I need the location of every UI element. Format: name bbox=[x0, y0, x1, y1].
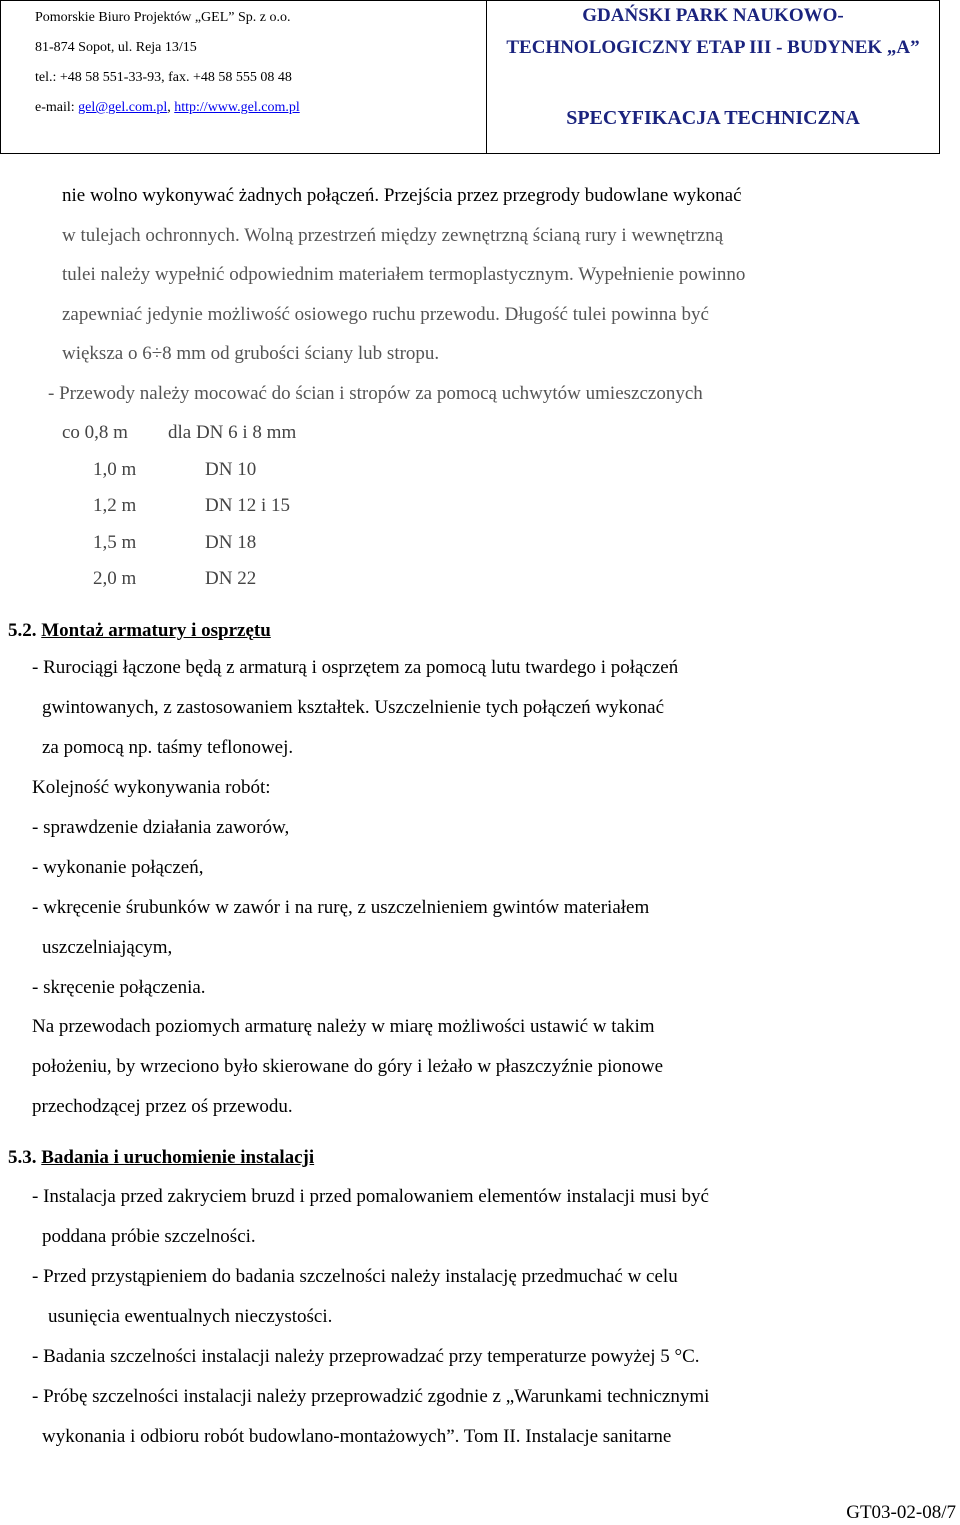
intro-line: - Przewody należy mocować do ścian i stropów za pomocą uchwytów umieszczonych bbox=[48, 383, 703, 404]
section-line: Kolejność wykonywania robót: bbox=[32, 777, 271, 798]
intro-line: w tulejach ochronnych. Wolną przestrzeń między zewnętrzną ścianą rury i wewnętrzną bbox=[62, 225, 724, 246]
section-title: Badania i uruchomienie instalacji bbox=[41, 1147, 315, 1168]
section-title: Montaż armatury i osprzętu bbox=[41, 620, 271, 641]
table-cell-pipe: DN 22 bbox=[205, 568, 257, 589]
section-heading bbox=[8, 620, 271, 642]
email-link[interactable]: gel@gel.com.pl bbox=[78, 100, 168, 115]
section-line: poddana próbie szczelności. bbox=[42, 1226, 256, 1247]
section-line: - sprawdzenie działania zaworów, bbox=[32, 817, 290, 838]
page-footer-code: GT03-02-08/7 bbox=[846, 1502, 956, 1523]
section-line: - Rurociągi łączone będą z armaturą i osprzętem za pomocą lutu twardego i połączeń bbox=[32, 657, 679, 678]
section-line: - Próbę szczelności instalacji należy przeprowadzić zgodnie z „Warunkami technicznymi bbox=[32, 1386, 710, 1407]
section-line: Na przewodach poziomych armaturę należy w miarę możliwości ustawić w takim bbox=[32, 1016, 655, 1037]
table-cell-pipe: DN 18 bbox=[205, 532, 257, 553]
section-line: - wykonanie połączeń, bbox=[32, 857, 204, 878]
section-heading bbox=[8, 1147, 314, 1169]
table-cell-distance: co 0,8 m bbox=[62, 422, 128, 443]
section-line: za pomocą np. taśmy teflonowej. bbox=[42, 737, 294, 758]
section-line: - Instalacja przed zakryciem bruzd i przed pomalowaniem elementów instalacji musi być bbox=[32, 1186, 709, 1207]
company-contact bbox=[35, 93, 486, 123]
section-line: - skręcenie połączenia. bbox=[32, 977, 206, 998]
section-line: - Przed przystąpieniem do badania szczelności należy instalację przedmuchać w celu bbox=[32, 1266, 678, 1287]
table-cell-distance: 1,2 m bbox=[93, 495, 137, 516]
company-address: 81-874 Sopot, ul. Reja 13/15 bbox=[35, 40, 197, 55]
company-phone: tel.: +48 58 551-33-93, fax. +48 58 555 08 48 bbox=[35, 70, 292, 85]
document-type: SPECYFIKACJA TECHNICZNA bbox=[566, 107, 860, 129]
table-cell-pipe: DN 10 bbox=[205, 459, 257, 480]
section-line: położeniu, by wrzeciono było skierowane do góry i leżało w płaszczyźnie pionowe bbox=[32, 1056, 664, 1077]
contact-separator: , bbox=[167, 100, 175, 115]
project-title-line1: GDAŃSKI PARK NAUKOWO- bbox=[582, 5, 844, 26]
table-cell-distance: 1,5 m bbox=[93, 532, 137, 553]
website-link[interactable]: http://www.gel.com.pl bbox=[174, 100, 300, 115]
section-line: uszczelniającym, bbox=[42, 937, 173, 958]
section-line: gwintowanych, z zastosowaniem kształtek. Uszczelnienie tych połączeń wykonać bbox=[42, 697, 665, 718]
table-cell-pipe: DN 12 i 15 bbox=[205, 495, 290, 516]
document-header bbox=[0, 0, 940, 154]
intro-line: większa o 6÷8 mm od grubości ściany lub stropu. bbox=[62, 343, 440, 364]
company-name: Pomorskie Biuro Projektów „GEL” Sp. z o.o. bbox=[35, 10, 291, 25]
section-line: - Badania szczelności instalacji należy przeprowadzać przy temperaturze powyżej 5 °C. bbox=[32, 1346, 700, 1367]
intro-line: tulei należy wypełnić odpowiednim materiałem termoplastycznym. Wypełnienie powinno bbox=[62, 264, 746, 285]
table-cell-distance: 2,0 m bbox=[93, 568, 137, 589]
email-prefix: e-mail: bbox=[35, 100, 79, 115]
table-cell-pipe: dla DN 6 i 8 mm bbox=[168, 422, 297, 443]
company-info bbox=[1, 1, 487, 153]
section-line: usunięcia ewentualnych nieczystości. bbox=[48, 1306, 333, 1327]
table-cell-distance: 1,0 m bbox=[93, 459, 137, 480]
section-line: - wkręcenie śrubunków w zawór i na rurę, z uszczelnieniem gwintów materiałem bbox=[32, 897, 650, 918]
intro-line: zapewniać jedynie możliwość osiowego ruchu przewodu. Długość tulei powinna być bbox=[62, 304, 709, 325]
intro-line: nie wolno wykonywać żadnych połączeń. Przejścia przez przegrody budowlane wykonać bbox=[62, 185, 742, 206]
section-number: 5.2. bbox=[8, 620, 37, 641]
section-number: 5.3. bbox=[8, 1147, 37, 1168]
section-line: przechodzącej przez oś przewodu. bbox=[32, 1096, 293, 1117]
section-line: wykonania i odbioru robót budowlano-montażowych”. Tom II. Instalacje sanitarne bbox=[42, 1426, 672, 1447]
project-title-line2: TECHNOLOGICZNY ETAP III - BUDYNEK „A” bbox=[506, 37, 920, 58]
project-title-block bbox=[487, 1, 939, 153]
